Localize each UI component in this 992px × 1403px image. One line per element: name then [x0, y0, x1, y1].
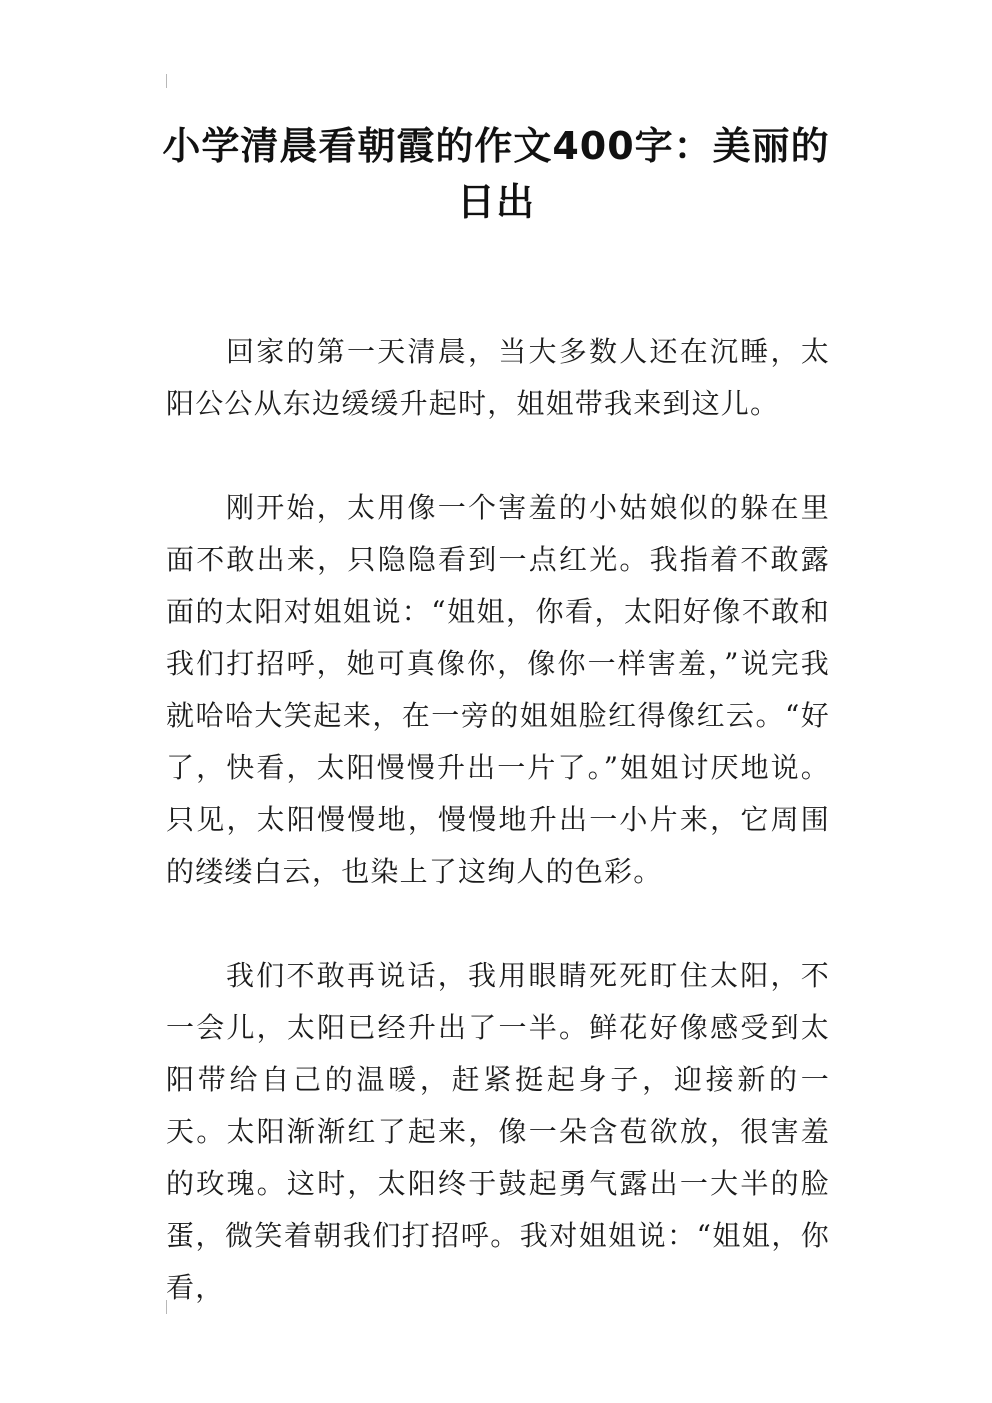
document-title: 小学清晨看朝霞的作文400字：美丽的日出	[162, 124, 830, 224]
paragraph-1: 回家的第一天清晨，当大多数人还在沉睡，太阳公公从东边缓缓升起时，姐姐带我来到这儿。	[166, 335, 830, 420]
paragraph-3: 我们不敢再说话，我用眼睛死死盯住太阳，不一会儿，太阳已经升出了一半。鲜花好像感受到太阳带给自己的温暖，赶紧挺起身子，迎接新的一天。太阳渐渐红了起来，像一朵含苞欲放，很害羞的玫瑰。这时，太阳终于鼓起勇气露出一大半的脸蛋，微笑着朝我们打招呼。我对姐姐说：“姐姐，你看，	[166, 959, 830, 1304]
paragraph-2: 刚开始，太用像一个害羞的小姑娘似的躲在里面不敢出来，只隐隐看到一点红光。我指着不敢露面的太阳对姐姐说：“姐姐，你看，太阳好像不敢和我们打招呼，她可真像你，像你一样害羞，”说完我就哈哈大笑起来，在一旁的姐姐脸红得像红云。“好了，快看，太阳慢慢升出一片了。”姐姐讨厌地说。只见，太阳慢慢地，慢慢地升出一小片来，它周围的缕缕白云，也染上了这绚人的色彩。	[166, 491, 830, 888]
document-body	[166, 326, 830, 1366]
page-corner-mark-top	[166, 74, 167, 88]
